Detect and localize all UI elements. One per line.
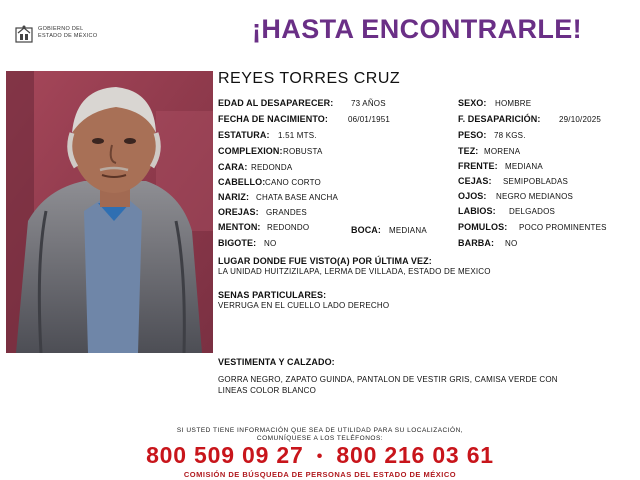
person-portrait-image <box>6 71 213 353</box>
build-value: ROBUSTA <box>283 147 323 156</box>
mouth-value: MEDIANA <box>389 226 427 235</box>
age-value: 73 AÑOS <box>351 99 386 108</box>
contact-instructions-line2: COMUNÍQUESE A LOS TELÉFONOS: <box>256 435 384 442</box>
lips-value: DELGADOS <box>509 207 556 216</box>
last-seen-title: LUGAR DONDE FUE VISTO(A) POR ÚLTIMA VEZ: <box>218 256 432 266</box>
age-label: EDAD AL DESAPARECER: <box>218 98 334 108</box>
build-label: COMPLEXION: <box>218 146 283 156</box>
missing-person-photo <box>6 71 213 353</box>
contact-instructions-line1: SI USTED TIENE INFORMACIÓN QUE SEA DE UTILIDAD PARA SU LOCALIZACIÓN, <box>176 427 464 434</box>
eyebrows-label: CEJAS: <box>458 176 492 186</box>
disappearance-date-value: 29/10/2025 <box>559 115 602 124</box>
forehead-label: FRENTE: <box>458 161 498 171</box>
government-label-line1: GOBIERNO DEL <box>38 26 84 32</box>
clothing-line-2: LINEAS COLOR BLANCO <box>218 386 317 395</box>
coat-of-arms-icon <box>14 24 34 44</box>
phone-number-2[interactable]: 800 216 03 61 <box>336 442 494 468</box>
clothing-line-1: GORRA NEGRO, ZAPATO GUINDA, PANTALON DE VESTIR GRIS, CAMISA VERDE CON <box>218 375 558 384</box>
birth-date-value: 06/01/1951 <box>348 115 391 124</box>
height-value: 1.51 MTS. <box>278 131 317 140</box>
last-seen-text: LA UNIDAD HUITZIZILAPA, LERMA DE VILLADA, ESTADO DE MEXICO <box>218 267 491 276</box>
face-value: REDONDA <box>251 163 293 172</box>
beard-label: BARBA: <box>458 238 495 248</box>
forehead-value: MEDIANA <box>505 162 543 171</box>
ears-label: OREJAS: <box>218 207 259 217</box>
page-title: ¡HASTA ENCONTRARLE! <box>252 14 583 44</box>
nose-value: CHATA BASE ANCHA <box>256 193 339 202</box>
distinguishing-marks-text: VERRUGA EN EL CUELLO LADO DERECHO <box>218 301 390 310</box>
disappearance-date-label: F. DESAPARICIÓN: <box>458 114 541 124</box>
weight-label: PESO: <box>458 130 487 140</box>
height-label: ESTATURA: <box>218 130 270 140</box>
ears-value: GRANDES <box>266 208 307 217</box>
mustache-label: BIGOTE: <box>218 238 257 248</box>
face-label: CARA: <box>218 162 248 172</box>
cheekbones-value: POCO PROMINENTES <box>519 223 607 232</box>
beard-value: NO <box>505 239 518 248</box>
phone-separator: • <box>316 447 324 465</box>
mouth-label: BOCA: <box>351 225 381 235</box>
clothing-title: VESTIMENTA Y CALZADO: <box>218 357 335 367</box>
birth-date-label: FECHA DE NACIMIENTO: <box>218 114 328 124</box>
sex-label: SEXO: <box>458 98 487 108</box>
commission-name: COMISIÓN DE BÚSQUEDA DE PERSONAS DEL ESTADO DE MÉXICO <box>183 470 457 479</box>
hair-value: CANO CORTO <box>265 178 321 187</box>
sex-value: HOMBRE <box>495 99 532 108</box>
cheekbones-label: POMULOS: <box>458 222 508 232</box>
mustache-value: NO <box>264 239 277 248</box>
weight-value: 78 KGS. <box>494 131 526 140</box>
lips-label: LABIOS: <box>458 206 496 216</box>
chin-label: MENTON: <box>218 222 261 232</box>
government-label-line2: ESTADO DE MÉXICO <box>38 33 98 39</box>
eyes-label: OJOS: <box>458 191 487 201</box>
chin-value: REDONDO <box>267 223 310 232</box>
distinguishing-marks-title: SENAS PARTICULARES: <box>218 290 327 300</box>
skin-tone-label: TEZ: <box>458 146 479 156</box>
skin-tone-value: MORENA <box>484 147 521 156</box>
contact-instructions <box>120 427 520 443</box>
eyebrows-value: SEMIPOBLADAS <box>503 177 569 186</box>
person-name: REYES TORRES CRUZ <box>218 70 401 87</box>
hair-label: CABELLO: <box>218 177 266 187</box>
government-logo <box>14 24 124 46</box>
phone-numbers <box>0 442 640 469</box>
phone-number-1[interactable]: 800 509 09 27 <box>146 442 304 468</box>
eyes-value: NEGRO MEDIANOS <box>496 192 574 201</box>
nose-label: NARIZ: <box>218 192 250 202</box>
